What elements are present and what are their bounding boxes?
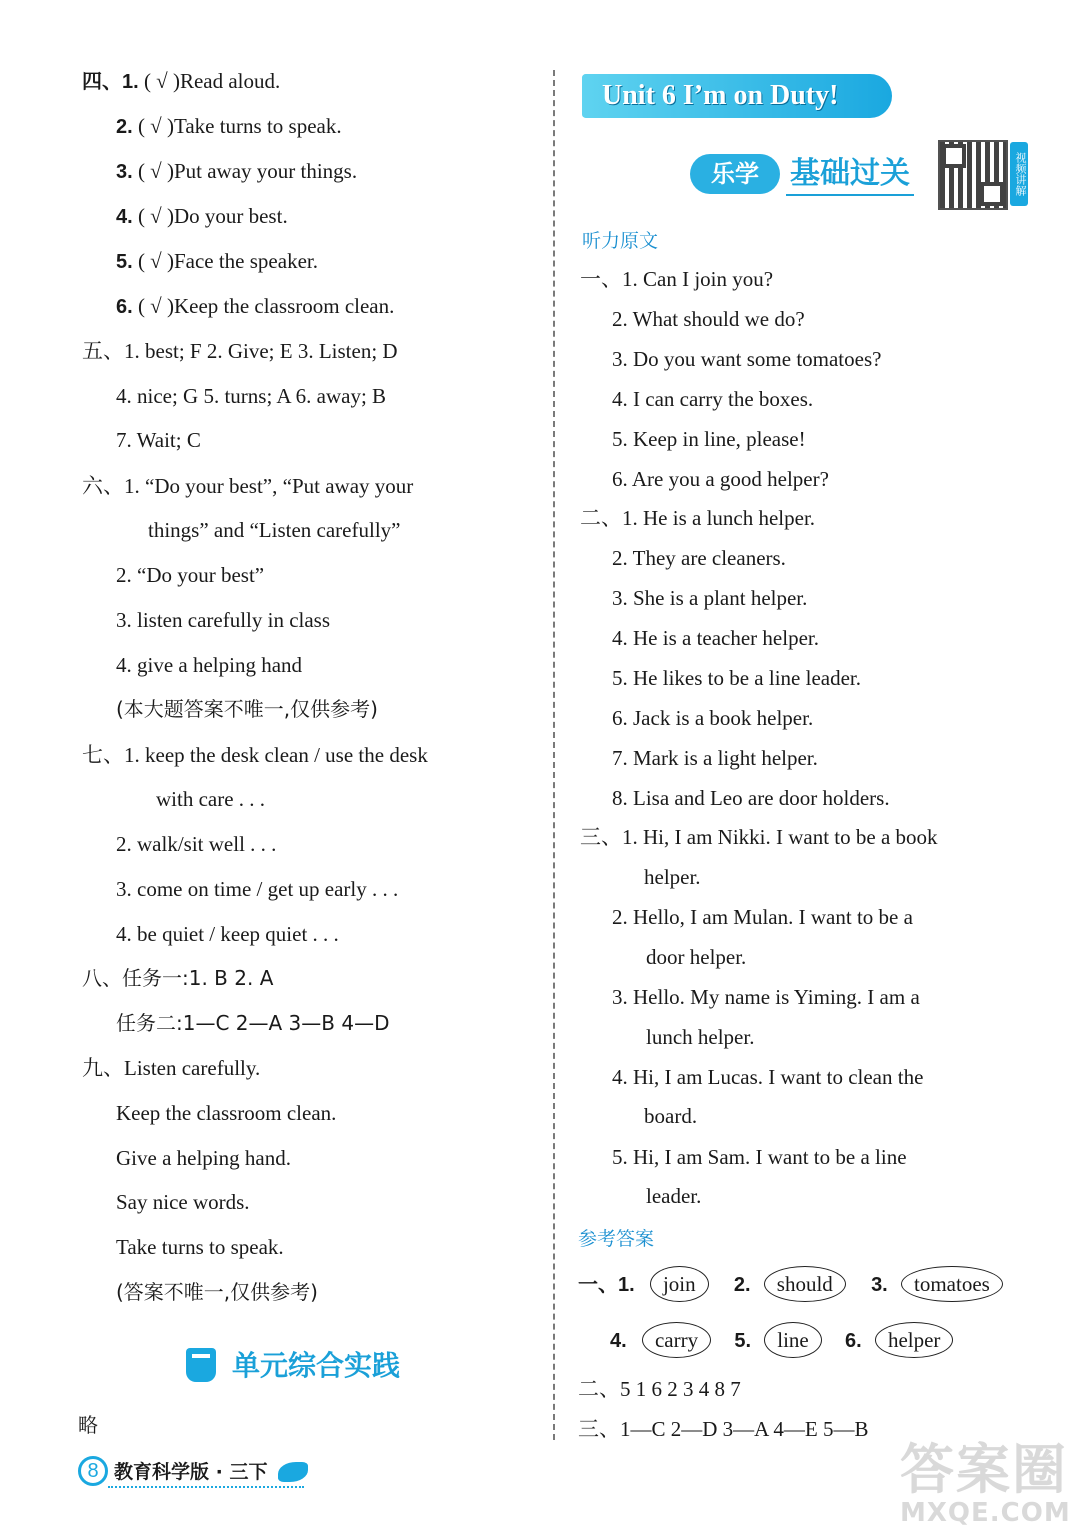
qr-code-icon[interactable]	[938, 140, 1008, 210]
unit-practice-banner	[186, 1346, 426, 1386]
omitted-note: 略	[78, 1413, 98, 1437]
column-divider	[553, 70, 555, 1440]
listening-1-3: 3. Do you want some tomatoes?	[612, 347, 882, 371]
answer-oval-join: join	[650, 1266, 709, 1302]
listening-3-4b: board.	[644, 1104, 698, 1128]
badge-pill: 乐学	[690, 154, 780, 194]
answer-4-5: 5. ( √ )Face the speaker.	[116, 249, 318, 273]
answer-7-line4: 4. be quiet / keep quiet . . .	[116, 922, 339, 946]
listening-2-2: 2. They are cleaners.	[612, 546, 786, 570]
answer-9-line2: Keep the classroom clean.	[116, 1101, 337, 1125]
answer-6-line3: 3. listen carefully in class	[116, 608, 331, 632]
listening-script-label: 听力原文	[582, 230, 659, 252]
qr-label: 视频讲解	[1010, 142, 1028, 206]
page-footer	[78, 1456, 318, 1488]
answer-oval-helper: helper	[875, 1322, 953, 1358]
listening-2-6: 6. Jack is a book helper.	[612, 706, 814, 730]
answer-oval-tomatoes: tomatoes	[901, 1266, 1003, 1302]
answer-9-line1: 九、Listen carefully.	[82, 1056, 261, 1080]
answer-row-1: 一、1. join 2. should 3. tomatoes	[578, 1266, 1003, 1302]
reference-answers-label: 参考答案	[578, 1228, 655, 1250]
bird-icon	[278, 1462, 308, 1482]
listening-3-2b: door helper.	[646, 945, 747, 969]
answer-7-line2: 2. walk/sit well . . .	[116, 832, 277, 856]
listening-1-1: 一、1. Can I join you?	[580, 267, 774, 291]
answer-oval-line: line	[764, 1322, 822, 1358]
answer-9-note: (答案不唯一,仅供参考)	[116, 1280, 318, 1304]
unit-practice-title: 单元综合实践	[232, 1349, 401, 1382]
answer-4-4: 4. ( √ )Do your best.	[116, 204, 288, 228]
answer-6-line1b: things” and “Listen carefully”	[148, 518, 401, 542]
answer-4-2: 2. ( √ )Take turns to speak.	[116, 114, 342, 138]
answer-row-2: 4. carry 5. line 6. helper	[610, 1322, 953, 1358]
answer-5-line3: 7. Wait; C	[116, 428, 201, 452]
page-number: 8	[78, 1456, 108, 1486]
listening-3-5: 5. Hi, I am Sam. I want to be a line	[612, 1145, 907, 1169]
answer-6-note: (本大题答案不唯一,仅供参考)	[116, 697, 378, 721]
answer-8-line2: 任务二:1—C 2—A 3—B 4—D	[116, 1011, 390, 1035]
answer-8-line1: 八、任务一:1. B 2. A	[82, 966, 274, 990]
listening-2-8: 8. Lisa and Leo are door holders.	[612, 786, 890, 810]
listening-3-3: 3. Hello. My name is Yiming. I am a	[612, 985, 920, 1009]
listening-3-4: 4. Hi, I am Lucas. I want to clean the	[612, 1065, 924, 1089]
listening-2-3: 3. She is a plant helper.	[612, 586, 808, 610]
answer-5-line1: 五、1. best; F 2. Give; E 3. Listen; D	[82, 339, 398, 363]
basic-level-badge	[690, 150, 920, 198]
listening-3-2: 2. Hello, I am Mulan. I want to be a	[612, 905, 913, 929]
unit-title-banner: Unit 6 I’m on Duty!	[582, 74, 892, 118]
listening-3-1: 三、1. Hi, I am Nikki. I want to be a book	[580, 825, 938, 849]
watermark-logo: 答案圈 MXQE.COM	[900, 1438, 1071, 1528]
listening-2-5: 5. He likes to be a line leader.	[612, 666, 861, 690]
answer-9-line3: Give a helping hand.	[116, 1146, 291, 1170]
answer-oval-carry: carry	[642, 1322, 711, 1358]
answer-4-6: 6. ( √ )Keep the classroom clean.	[116, 294, 395, 318]
answer-9-line4: Say nice words.	[116, 1190, 250, 1214]
listening-2-4: 4. He is a teacher helper.	[612, 626, 819, 650]
badge-text: 基础过关	[790, 156, 910, 191]
answer-9-line5: Take turns to speak.	[116, 1235, 284, 1259]
answer-oval-should: should	[764, 1266, 846, 1302]
answer-6-line4: 4. give a helping hand	[116, 653, 303, 677]
listening-2-1: 二、1. He is a lunch helper.	[580, 506, 816, 530]
answer-7-line3: 3. come on time / get up early . . .	[116, 877, 399, 901]
listening-3-1b: helper.	[644, 865, 701, 889]
listening-3-5b: leader.	[646, 1184, 702, 1208]
answer-6-line1: 六、1. “Do your best”, “Put away your	[82, 474, 414, 498]
listening-2-7: 7. Mark is a light helper.	[612, 746, 818, 770]
listening-3-3b: lunch helper.	[646, 1025, 755, 1049]
listening-1-6: 6. Are you a good helper?	[612, 467, 829, 491]
answer-4-3: 3. ( √ )Put away your things.	[116, 159, 358, 183]
listening-1-2: 2. What should we do?	[612, 307, 805, 331]
badge-underline	[786, 194, 914, 196]
answer-4-1: 四、1. ( √ )Read aloud.	[82, 69, 281, 93]
answer-5-line2: 4. nice; G 5. turns; A 6. away; B	[116, 384, 387, 408]
answer-3-matching: 三、1—C 2—D 3—A 4—E 5—B	[578, 1417, 869, 1441]
answer-2-order: 二、5 1 6 2 3 4 8 7	[578, 1377, 741, 1401]
edition-label: 教育科学版 · 三下	[114, 1461, 268, 1483]
listening-1-5: 5. Keep in line, please!	[612, 427, 806, 451]
listening-1-4: 4. I can carry the boxes.	[612, 387, 814, 411]
footer-underline	[108, 1486, 304, 1488]
answer-6-line2: 2. “Do your best”	[116, 563, 265, 587]
book-icon	[186, 1348, 216, 1382]
answer-7-line1b: with care . . .	[156, 787, 266, 811]
answer-7-line1: 七、1. keep the desk clean / use the desk	[82, 743, 428, 767]
